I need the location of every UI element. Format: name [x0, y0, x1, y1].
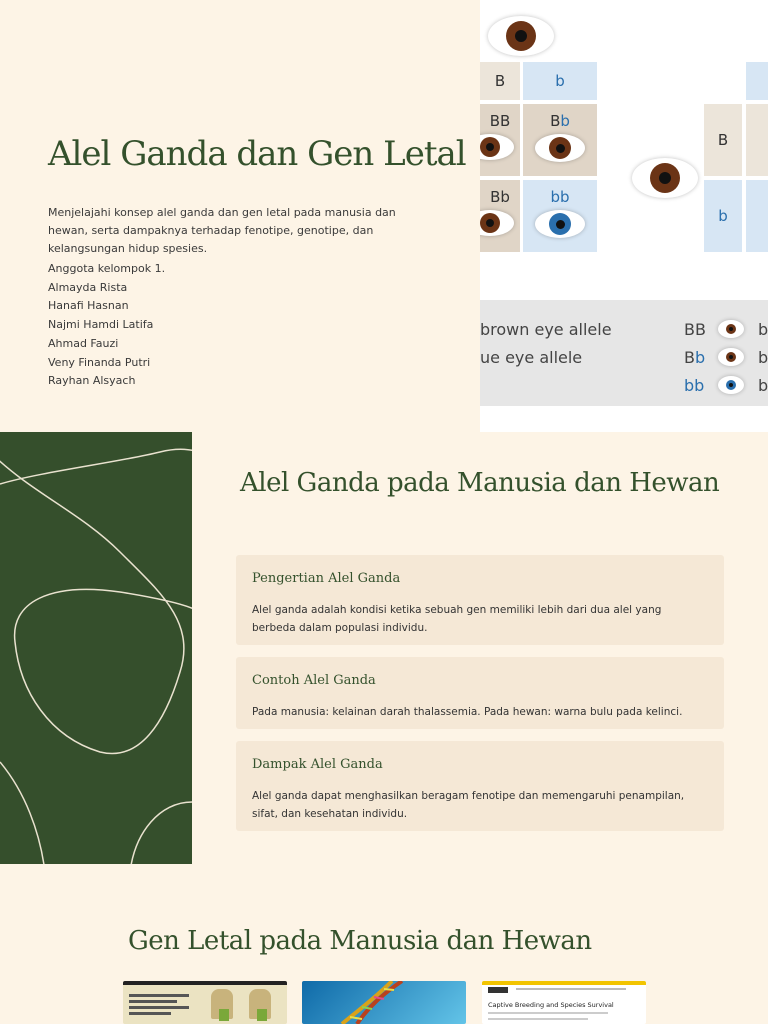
legend-genotype: B	[684, 348, 695, 367]
intro-description: Menjelajahi konsep alel ganda dan gen letal pada manusia dan hewan, serta dampaknya terhadap fenotipe, genotipe, dan kelangsungan hidup spesies.	[48, 206, 396, 255]
card-text: Alel ganda adalah kondisi ketika sebuah gen memiliki lebih dari dua alel yang berbeda dalam populasi individu.	[252, 604, 662, 634]
page-title: Alel Ganda dan Gen Letal	[48, 134, 466, 174]
decorative-lines	[0, 432, 192, 864]
blue-eye-icon	[535, 210, 585, 238]
genotype-label: BB	[489, 112, 511, 130]
slide-alel-ganda	[0, 432, 768, 864]
punnett-header-cell	[523, 62, 597, 100]
legend-genotype: BB	[684, 320, 706, 339]
section-title: Alel Ganda pada Manusia dan Hewan	[240, 468, 720, 498]
punnett-cell	[746, 104, 768, 176]
legend-brown-label: brown eye allele	[480, 320, 612, 339]
punnett-cell	[746, 62, 768, 100]
punnett-header-cell	[704, 180, 742, 252]
dna-helix-thumbnail	[302, 981, 466, 1024]
info-card	[236, 555, 724, 645]
card-heading: Contoh Alel Ganda	[252, 673, 376, 688]
card-heading: Dampak Alel Ganda	[252, 757, 383, 772]
allele-legend	[480, 300, 768, 406]
group-label: Anggota kelompok 1.	[48, 262, 166, 275]
decorative-line-panel	[0, 432, 192, 864]
legend-blue-label: ue eye allele	[480, 348, 583, 367]
card-heading: Pengertian Alel Ganda	[252, 571, 401, 586]
member-name: Hanafi Hasnan	[48, 299, 129, 313]
punnett-square-image	[480, 0, 768, 432]
punnett-cell	[523, 180, 597, 252]
slide-gen-letal	[0, 864, 768, 1024]
slide-title	[0, 0, 768, 432]
section-title: Gen Letal pada Manusia dan Hewan	[128, 926, 592, 956]
member-name: Rayhan Alsyach	[48, 374, 136, 388]
legend-trail: b	[758, 320, 768, 339]
blue-eye-icon	[718, 376, 744, 394]
allele-label: b	[718, 207, 728, 225]
punnett-header-cell	[704, 104, 742, 176]
member-list	[48, 260, 165, 391]
punnett-cell	[746, 180, 768, 252]
legend-genotype: bb	[684, 376, 705, 395]
lethal-alleles-thumbnail	[123, 981, 287, 1024]
brown-eye-icon	[488, 16, 554, 56]
member-name: Veny Finanda Putri	[48, 355, 151, 369]
brown-eye-icon	[632, 158, 698, 198]
member-name: Najmi Hamdi Latifa	[48, 318, 154, 332]
dna-helix-icon	[302, 981, 466, 1024]
genotype-label: b	[560, 112, 570, 130]
legend-trail: b	[758, 348, 768, 367]
genotype-label: B	[550, 112, 561, 130]
member-name: Ahmad Fauzi	[48, 336, 119, 350]
brown-eye-icon	[535, 134, 585, 162]
allele-label: B	[494, 72, 506, 90]
legend-trail: b	[758, 376, 768, 395]
punnett-cell	[480, 180, 520, 252]
card-text: Pada manusia: kelainan darah thalassemia. Pada hewan: warna bulu pada kelinci.	[252, 706, 683, 718]
brown-eye-icon	[480, 134, 514, 160]
member-name: Almayda Rista	[48, 280, 128, 294]
brown-eye-icon	[718, 348, 744, 366]
article-thumbnail	[482, 981, 646, 1024]
genotype-label: Bb	[490, 188, 510, 206]
info-card	[236, 741, 724, 831]
genotype-label: bb	[550, 188, 570, 206]
brown-eye-icon	[718, 320, 744, 338]
punnett-cell	[523, 104, 597, 176]
card-text: Alel ganda dapat menghasilkan beragam fenotipe dan memengaruhi penampilan, sifat, dan kesehatan individu.	[252, 790, 685, 820]
punnett-cell	[480, 104, 520, 176]
legend-genotype: b	[694, 348, 706, 367]
allele-label: B	[717, 131, 729, 149]
info-card	[236, 657, 724, 729]
allele-label: b	[555, 72, 565, 90]
brown-eye-icon	[480, 210, 514, 236]
punnett-header-cell	[480, 62, 520, 100]
article-title: Captive Breeding and Species Survival	[488, 1001, 614, 1009]
